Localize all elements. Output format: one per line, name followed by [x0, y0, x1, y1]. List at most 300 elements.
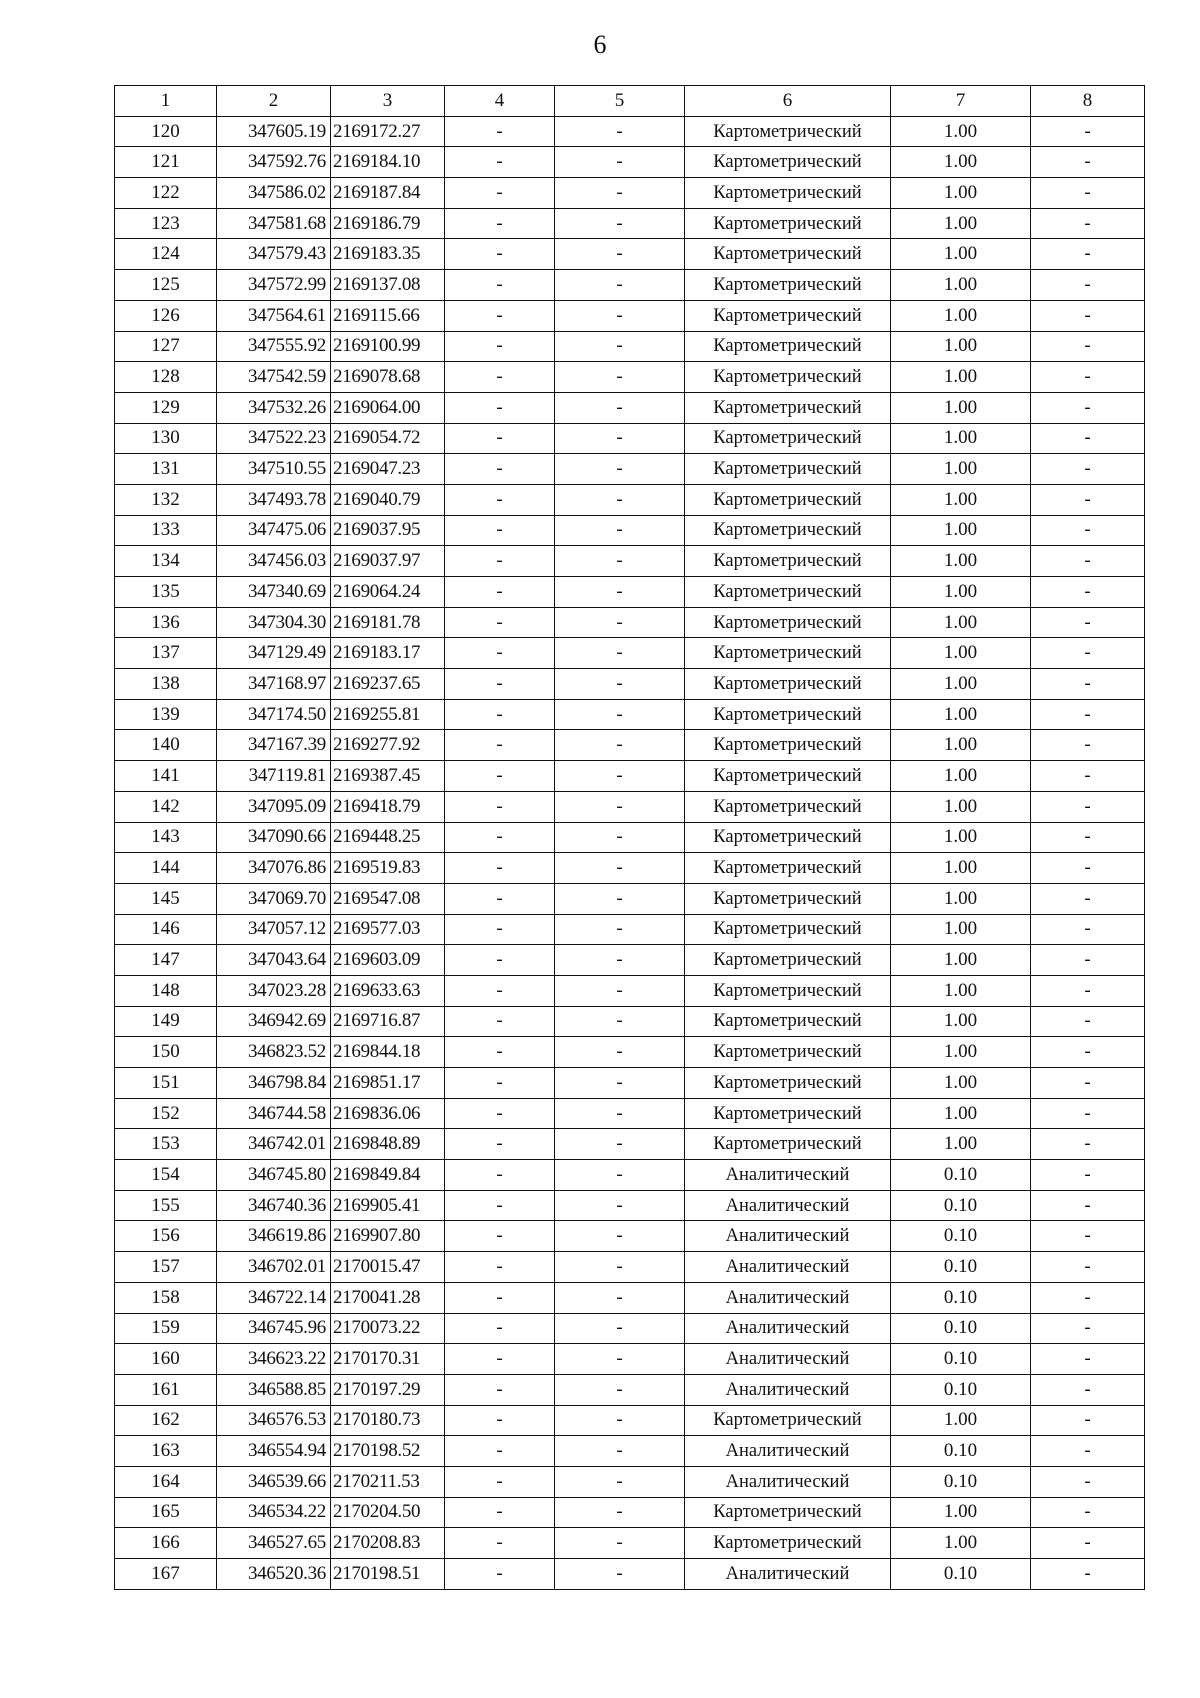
method-cell: Аналитический [685, 1344, 891, 1375]
point-number-cell: 167 [115, 1559, 217, 1590]
column-4-cell: - [445, 822, 555, 853]
table-row [115, 1436, 1145, 1467]
y-coordinate-cell: 2169237.65 [331, 669, 445, 700]
table-row [115, 1497, 1145, 1528]
table-row [115, 638, 1145, 669]
column-4-cell: - [445, 546, 555, 577]
column-4-cell: - [445, 300, 555, 331]
point-number-cell: 142 [115, 791, 217, 822]
x-coordinate-cell: 347043.64 [217, 945, 331, 976]
column-5-cell: - [555, 1252, 685, 1283]
page-number: 6 [593, 30, 607, 59]
column-4-cell: - [445, 208, 555, 239]
column-8-cell: - [1031, 1559, 1145, 1590]
column-4-cell: - [445, 239, 555, 270]
accuracy-cell: 1.00 [891, 1129, 1031, 1160]
table-row [115, 270, 1145, 301]
y-coordinate-cell: 2169844.18 [331, 1037, 445, 1068]
column-8-cell: - [1031, 454, 1145, 485]
column-5-cell: - [555, 761, 685, 792]
method-cell: Картометрический [685, 853, 891, 884]
column-4-cell: - [445, 1559, 555, 1590]
point-number-cell: 145 [115, 883, 217, 914]
column-8-cell: - [1031, 761, 1145, 792]
table-row [115, 975, 1145, 1006]
column-4-cell: - [445, 116, 555, 147]
column-5-cell: - [555, 1344, 685, 1375]
point-number-cell: 166 [115, 1528, 217, 1559]
y-coordinate-cell: 2169277.92 [331, 730, 445, 761]
point-number-cell: 136 [115, 607, 217, 638]
x-coordinate-cell: 347493.78 [217, 484, 331, 515]
x-coordinate-cell: 347586.02 [217, 178, 331, 209]
point-number-cell: 139 [115, 699, 217, 730]
accuracy-cell: 1.00 [891, 638, 1031, 669]
method-cell: Картометрический [685, 761, 891, 792]
method-cell: Картометрический [685, 423, 891, 454]
accuracy-cell: 1.00 [891, 208, 1031, 239]
column-5-cell: - [555, 853, 685, 884]
x-coordinate-cell: 346798.84 [217, 1068, 331, 1099]
accuracy-cell: 1.00 [891, 178, 1031, 209]
y-coordinate-cell: 2169448.25 [331, 822, 445, 853]
point-number-cell: 133 [115, 515, 217, 546]
table-row [115, 392, 1145, 423]
column-8-cell: - [1031, 1221, 1145, 1252]
x-coordinate-cell: 347475.06 [217, 515, 331, 546]
table-row [115, 1252, 1145, 1283]
x-coordinate-cell: 346554.94 [217, 1436, 331, 1467]
column-5-cell: - [555, 1374, 685, 1405]
y-coordinate-cell: 2169064.24 [331, 577, 445, 608]
column-4-cell: - [445, 1282, 555, 1313]
x-coordinate-cell: 347456.03 [217, 546, 331, 577]
method-cell: Картометрический [685, 392, 891, 423]
column-5-cell: - [555, 975, 685, 1006]
point-number-cell: 130 [115, 423, 217, 454]
accuracy-cell: 1.00 [891, 1037, 1031, 1068]
point-number-cell: 146 [115, 914, 217, 945]
column-8-cell: - [1031, 1313, 1145, 1344]
y-coordinate-cell: 2169037.97 [331, 546, 445, 577]
column-8-cell: - [1031, 975, 1145, 1006]
column-4-cell: - [445, 147, 555, 178]
column-8-cell: - [1031, 1466, 1145, 1497]
column-4-cell: - [445, 607, 555, 638]
accuracy-cell: 1.00 [891, 515, 1031, 546]
table-row [115, 791, 1145, 822]
x-coordinate-cell: 346745.96 [217, 1313, 331, 1344]
accuracy-cell: 1.00 [891, 699, 1031, 730]
column-5-cell: - [555, 1313, 685, 1344]
x-coordinate-cell: 346742.01 [217, 1129, 331, 1160]
table-row [115, 1559, 1145, 1590]
method-cell: Картометрический [685, 577, 891, 608]
column-8-cell: - [1031, 1405, 1145, 1436]
column-8-cell: - [1031, 1190, 1145, 1221]
y-coordinate-cell: 2170170.31 [331, 1344, 445, 1375]
method-cell: Картометрический [685, 1098, 891, 1129]
column-4-cell: - [445, 761, 555, 792]
table-row [115, 484, 1145, 515]
column-5-cell: - [555, 270, 685, 301]
table-row [115, 208, 1145, 239]
y-coordinate-cell: 2169100.99 [331, 331, 445, 362]
column-4-cell: - [445, 730, 555, 761]
table-row [115, 761, 1145, 792]
accuracy-cell: 1.00 [891, 116, 1031, 147]
column-8-cell: - [1031, 362, 1145, 393]
point-number-cell: 131 [115, 454, 217, 485]
column-4-cell: - [445, 699, 555, 730]
column-4-cell: - [445, 1252, 555, 1283]
method-cell: Картометрический [685, 1006, 891, 1037]
column-4-cell: - [445, 178, 555, 209]
column-4-cell: - [445, 883, 555, 914]
point-number-cell: 126 [115, 300, 217, 331]
point-number-cell: 121 [115, 147, 217, 178]
accuracy-cell: 0.10 [891, 1313, 1031, 1344]
x-coordinate-cell: 347592.76 [217, 147, 331, 178]
y-coordinate-cell: 2169519.83 [331, 853, 445, 884]
point-number-cell: 148 [115, 975, 217, 1006]
column-5-cell: - [555, 515, 685, 546]
method-cell: Аналитический [685, 1466, 891, 1497]
column-8-cell: - [1031, 116, 1145, 147]
method-cell: Картометрический [685, 730, 891, 761]
y-coordinate-cell: 2170204.50 [331, 1497, 445, 1528]
method-cell: Картометрический [685, 208, 891, 239]
x-coordinate-cell: 346520.36 [217, 1559, 331, 1590]
method-cell: Аналитический [685, 1436, 891, 1467]
y-coordinate-cell: 2169905.41 [331, 1190, 445, 1221]
column-5-cell: - [555, 822, 685, 853]
column-5-cell: - [555, 1466, 685, 1497]
accuracy-cell: 1.00 [891, 607, 1031, 638]
column-4-cell: - [445, 1344, 555, 1375]
accuracy-cell: 0.10 [891, 1190, 1031, 1221]
column-5-cell: - [555, 577, 685, 608]
method-cell: Картометрический [685, 546, 891, 577]
y-coordinate-cell: 2170197.29 [331, 1374, 445, 1405]
column-8-cell: - [1031, 1006, 1145, 1037]
column-5-cell: - [555, 914, 685, 945]
accuracy-cell: 0.10 [891, 1252, 1031, 1283]
point-number-cell: 124 [115, 239, 217, 270]
accuracy-cell: 0.10 [891, 1374, 1031, 1405]
column-4-cell: - [445, 484, 555, 515]
x-coordinate-cell: 346740.36 [217, 1190, 331, 1221]
column-8-cell: - [1031, 1497, 1145, 1528]
method-cell: Картометрический [685, 883, 891, 914]
method-cell: Картометрический [685, 669, 891, 700]
table-row [115, 699, 1145, 730]
column-4-cell: - [445, 1405, 555, 1436]
x-coordinate-cell: 346722.14 [217, 1282, 331, 1313]
y-coordinate-cell: 2169183.17 [331, 638, 445, 669]
table-row [115, 1405, 1145, 1436]
point-number-cell: 164 [115, 1466, 217, 1497]
y-coordinate-cell: 2169181.78 [331, 607, 445, 638]
method-cell: Картометрический [685, 1037, 891, 1068]
column-header: 7 [891, 86, 1031, 117]
accuracy-cell: 0.10 [891, 1160, 1031, 1191]
accuracy-cell: 1.00 [891, 300, 1031, 331]
x-coordinate-cell: 346539.66 [217, 1466, 331, 1497]
column-8-cell: - [1031, 423, 1145, 454]
column-5-cell: - [555, 1221, 685, 1252]
column-4-cell: - [445, 1374, 555, 1405]
method-cell: Картометрический [685, 362, 891, 393]
y-coordinate-cell: 2169184.10 [331, 147, 445, 178]
y-coordinate-cell: 2169836.06 [331, 1098, 445, 1129]
table-row [115, 1190, 1145, 1221]
method-cell: Картометрический [685, 1497, 891, 1528]
column-8-cell: - [1031, 822, 1145, 853]
column-5-cell: - [555, 208, 685, 239]
column-8-cell: - [1031, 239, 1145, 270]
accuracy-cell: 1.00 [891, 853, 1031, 884]
accuracy-cell: 1.00 [891, 1405, 1031, 1436]
column-header: 3 [331, 86, 445, 117]
accuracy-cell: 1.00 [891, 454, 1031, 485]
y-coordinate-cell: 2170073.22 [331, 1313, 445, 1344]
column-8-cell: - [1031, 1160, 1145, 1191]
table-row [115, 1221, 1145, 1252]
column-5-cell: - [555, 1436, 685, 1467]
y-coordinate-cell: 2169633.63 [331, 975, 445, 1006]
coordinates-table [114, 85, 1145, 1590]
x-coordinate-cell: 347605.19 [217, 116, 331, 147]
x-coordinate-cell: 347340.69 [217, 577, 331, 608]
column-4-cell: - [445, 331, 555, 362]
column-8-cell: - [1031, 515, 1145, 546]
x-coordinate-cell: 347572.99 [217, 270, 331, 301]
y-coordinate-cell: 2169547.08 [331, 883, 445, 914]
column-8-cell: - [1031, 1252, 1145, 1283]
point-number-cell: 163 [115, 1436, 217, 1467]
column-8-cell: - [1031, 331, 1145, 362]
column-header: 5 [555, 86, 685, 117]
table-row [115, 577, 1145, 608]
column-5-cell: - [555, 1528, 685, 1559]
y-coordinate-cell: 2170198.52 [331, 1436, 445, 1467]
column-8-cell: - [1031, 178, 1145, 209]
point-number-cell: 137 [115, 638, 217, 669]
point-number-cell: 135 [115, 577, 217, 608]
x-coordinate-cell: 347119.81 [217, 761, 331, 792]
column-header: 8 [1031, 86, 1145, 117]
y-coordinate-cell: 2170211.53 [331, 1466, 445, 1497]
column-5-cell: - [555, 791, 685, 822]
table-row [115, 669, 1145, 700]
y-coordinate-cell: 2169183.35 [331, 239, 445, 270]
table-row [115, 1528, 1145, 1559]
x-coordinate-cell: 346623.22 [217, 1344, 331, 1375]
accuracy-cell: 1.00 [891, 239, 1031, 270]
point-number-cell: 165 [115, 1497, 217, 1528]
method-cell: Картометрический [685, 331, 891, 362]
column-8-cell: - [1031, 392, 1145, 423]
column-8-cell: - [1031, 607, 1145, 638]
y-coordinate-cell: 2169255.81 [331, 699, 445, 730]
method-cell: Картометрический [685, 607, 891, 638]
x-coordinate-cell: 347522.23 [217, 423, 331, 454]
table-row [115, 178, 1145, 209]
table-row [115, 423, 1145, 454]
x-coordinate-cell: 347129.49 [217, 638, 331, 669]
method-cell: Картометрический [685, 638, 891, 669]
table-row [115, 1344, 1145, 1375]
table-row [115, 300, 1145, 331]
accuracy-cell: 1.00 [891, 669, 1031, 700]
column-5-cell: - [555, 454, 685, 485]
table-row [115, 1129, 1145, 1160]
column-4-cell: - [445, 1528, 555, 1559]
column-8-cell: - [1031, 669, 1145, 700]
y-coordinate-cell: 2169078.68 [331, 362, 445, 393]
point-number-cell: 159 [115, 1313, 217, 1344]
point-number-cell: 132 [115, 484, 217, 515]
table-row [115, 730, 1145, 761]
x-coordinate-cell: 347555.92 [217, 331, 331, 362]
method-cell: Аналитический [685, 1282, 891, 1313]
x-coordinate-cell: 347542.59 [217, 362, 331, 393]
x-coordinate-cell: 347168.97 [217, 669, 331, 700]
accuracy-cell: 1.00 [891, 392, 1031, 423]
x-coordinate-cell: 347069.70 [217, 883, 331, 914]
column-8-cell: - [1031, 914, 1145, 945]
y-coordinate-cell: 2169186.79 [331, 208, 445, 239]
column-4-cell: - [445, 392, 555, 423]
method-cell: Аналитический [685, 1160, 891, 1191]
point-number-cell: 158 [115, 1282, 217, 1313]
point-number-cell: 122 [115, 178, 217, 209]
column-4-cell: - [445, 914, 555, 945]
y-coordinate-cell: 2169387.45 [331, 761, 445, 792]
method-cell: Картометрический [685, 822, 891, 853]
y-coordinate-cell: 2170198.51 [331, 1559, 445, 1590]
x-coordinate-cell: 347057.12 [217, 914, 331, 945]
x-coordinate-cell: 347076.86 [217, 853, 331, 884]
column-8-cell: - [1031, 1098, 1145, 1129]
accuracy-cell: 1.00 [891, 730, 1031, 761]
column-5-cell: - [555, 883, 685, 914]
point-number-cell: 157 [115, 1252, 217, 1283]
method-cell: Картометрический [685, 147, 891, 178]
column-4-cell: - [445, 669, 555, 700]
column-header: 4 [445, 86, 555, 117]
y-coordinate-cell: 2169418.79 [331, 791, 445, 822]
accuracy-cell: 0.10 [891, 1221, 1031, 1252]
point-number-cell: 144 [115, 853, 217, 884]
table-row [115, 546, 1145, 577]
column-4-cell: - [445, 1006, 555, 1037]
y-coordinate-cell: 2170015.47 [331, 1252, 445, 1283]
method-cell: Аналитический [685, 1221, 891, 1252]
table-row [115, 1282, 1145, 1313]
column-4-cell: - [445, 362, 555, 393]
column-8-cell: - [1031, 1528, 1145, 1559]
method-cell: Аналитический [685, 1313, 891, 1344]
accuracy-cell: 1.00 [891, 423, 1031, 454]
point-number-cell: 140 [115, 730, 217, 761]
column-8-cell: - [1031, 1436, 1145, 1467]
point-number-cell: 150 [115, 1037, 217, 1068]
y-coordinate-cell: 2169172.27 [331, 116, 445, 147]
column-4-cell: - [445, 853, 555, 884]
x-coordinate-cell: 346745.80 [217, 1160, 331, 1191]
table-row [115, 607, 1145, 638]
column-5-cell: - [555, 392, 685, 423]
x-coordinate-cell: 347581.68 [217, 208, 331, 239]
column-5-cell: - [555, 300, 685, 331]
column-8-cell: - [1031, 147, 1145, 178]
y-coordinate-cell: 2169907.80 [331, 1221, 445, 1252]
column-5-cell: - [555, 331, 685, 362]
y-coordinate-cell: 2169054.72 [331, 423, 445, 454]
x-coordinate-cell: 347510.55 [217, 454, 331, 485]
column-4-cell: - [445, 975, 555, 1006]
column-8-cell: - [1031, 270, 1145, 301]
y-coordinate-cell: 2169040.79 [331, 484, 445, 515]
column-8-cell: - [1031, 1344, 1145, 1375]
table-row [115, 1160, 1145, 1191]
accuracy-cell: 1.00 [891, 761, 1031, 792]
table-row [115, 1466, 1145, 1497]
column-4-cell: - [445, 423, 555, 454]
point-number-cell: 153 [115, 1129, 217, 1160]
table-body [115, 116, 1145, 1589]
accuracy-cell: 1.00 [891, 362, 1031, 393]
point-number-cell: 151 [115, 1068, 217, 1099]
table-row [115, 883, 1145, 914]
table-row [115, 1006, 1145, 1037]
column-8-cell: - [1031, 1068, 1145, 1099]
table-row [115, 147, 1145, 178]
column-4-cell: - [445, 577, 555, 608]
column-8-cell: - [1031, 546, 1145, 577]
x-coordinate-cell: 347304.30 [217, 607, 331, 638]
column-8-cell: - [1031, 1282, 1145, 1313]
column-4-cell: - [445, 1221, 555, 1252]
accuracy-cell: 1.00 [891, 577, 1031, 608]
column-5-cell: - [555, 730, 685, 761]
x-coordinate-cell: 347564.61 [217, 300, 331, 331]
column-5-cell: - [555, 116, 685, 147]
y-coordinate-cell: 2169603.09 [331, 945, 445, 976]
column-4-cell: - [445, 270, 555, 301]
point-number-cell: 154 [115, 1160, 217, 1191]
y-coordinate-cell: 2170041.28 [331, 1282, 445, 1313]
accuracy-cell: 0.10 [891, 1559, 1031, 1590]
table-row [115, 362, 1145, 393]
column-5-cell: - [555, 362, 685, 393]
x-coordinate-cell: 347095.09 [217, 791, 331, 822]
method-cell: Картометрический [685, 945, 891, 976]
column-4-cell: - [445, 1436, 555, 1467]
point-number-cell: 141 [115, 761, 217, 792]
accuracy-cell: 0.10 [891, 1344, 1031, 1375]
accuracy-cell: 1.00 [891, 822, 1031, 853]
accuracy-cell: 1.00 [891, 1497, 1031, 1528]
method-cell: Картометрический [685, 975, 891, 1006]
column-5-cell: - [555, 1160, 685, 1191]
x-coordinate-cell: 347090.66 [217, 822, 331, 853]
table-row [115, 454, 1145, 485]
method-cell: Картометрический [685, 116, 891, 147]
column-5-cell: - [555, 1497, 685, 1528]
